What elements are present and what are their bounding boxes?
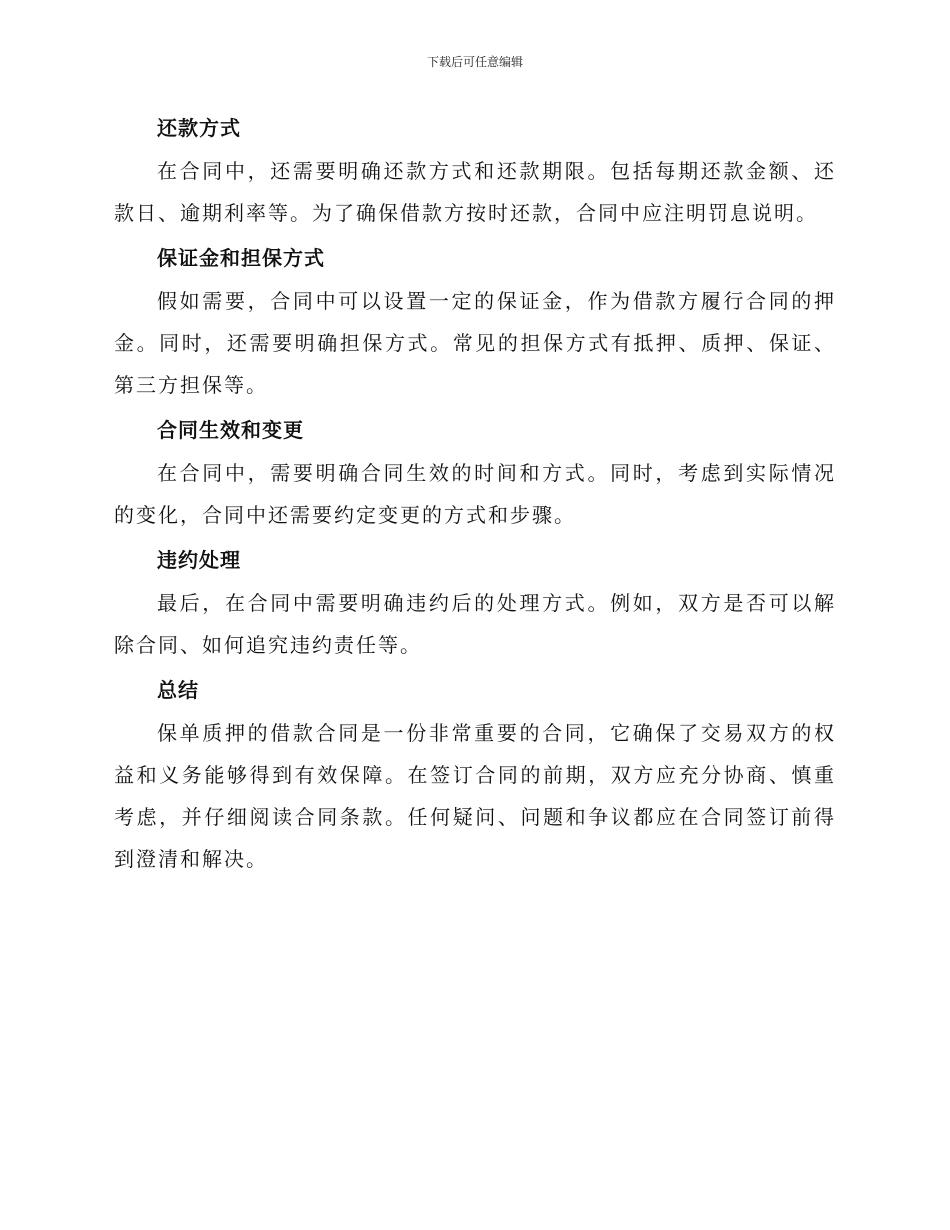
section-heading: 总结 <box>157 678 199 702</box>
page-header: 下载后可任意编辑 <box>426 55 523 69</box>
section-summary <box>114 670 836 880</box>
document-body <box>114 108 836 884</box>
section-paragraph: 保单质押的借款合同是一份非常重要的合同，它确保了交易双方的权益和义务能够得到有效保障。在签订合同的前期，双方应充分协商、慎重考虑，并仔细阅读合同条款。任何疑问、问题和争议都应在合同签订前得到澄清和解决。 <box>114 721 836 871</box>
section-repayment-method <box>114 108 836 234</box>
section-paragraph: 在合同中，还需要明确还款方式和还款期限。包括每期还款金额、还款日、逾期利率等。为了确保借款方按时还款，合同中应注明罚息说明。 <box>114 159 836 225</box>
section-paragraph: 假如需要，合同中可以设置一定的保证金，作为借款方履行合同的押金。同时，还需要明确担保方式。常见的担保方式有抵押、质押、保证、第三方担保等。 <box>114 289 836 397</box>
section-effect-change <box>114 410 836 536</box>
section-heading: 保证金和担保方式 <box>157 246 325 270</box>
section-heading: 合同生效和变更 <box>157 418 304 442</box>
section-deposit-guarantee <box>114 238 836 406</box>
section-breach-handling <box>114 540 836 666</box>
section-paragraph: 在合同中，需要明确合同生效的时间和方式。同时，考虑到实际情况的变化，合同中还需要约定变更的方式和步骤。 <box>114 461 836 527</box>
section-paragraph: 最后，在合同中需要明确违约后的处理方式。例如，双方是否可以解除合同、如何追究违约责任等。 <box>114 591 836 657</box>
section-heading: 还款方式 <box>157 116 241 140</box>
section-heading: 违约处理 <box>157 548 241 572</box>
